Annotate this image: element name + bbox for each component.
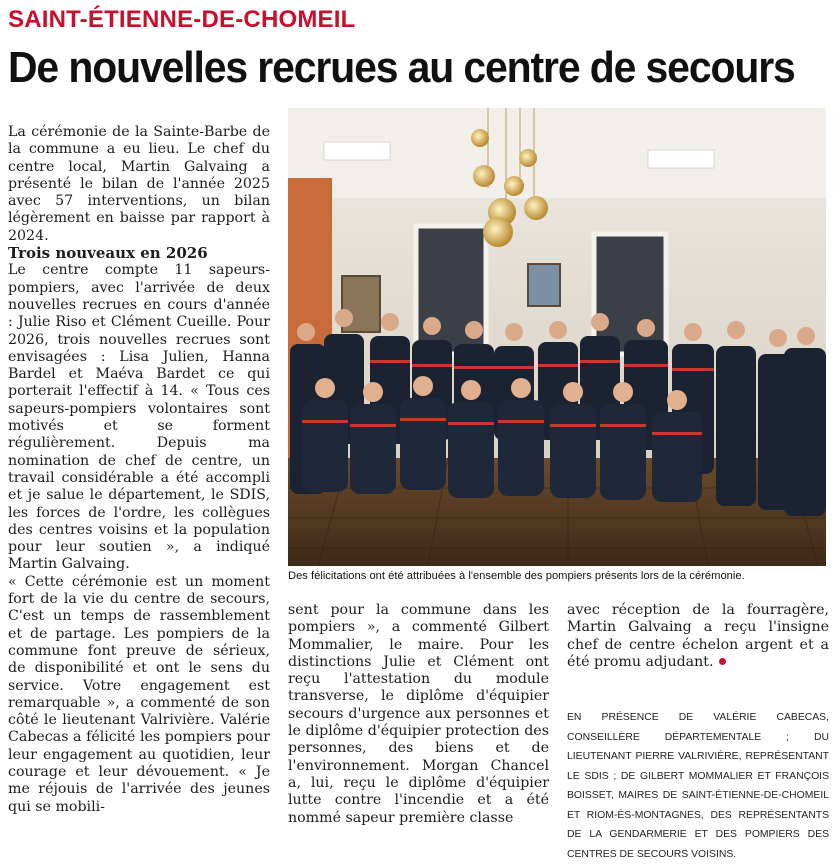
article-column-2	[288, 602, 549, 827]
article-intro: La cérémonie de la Sainte-Barbe de la commune a eu lieu. Le chef du centre local, Martin Galvaing a présenté le bilan de l'année 2025 avec 57 interventions, un bilan légèrement en baisse par rapport à 2024.	[8, 124, 270, 244]
article-column-1	[8, 124, 270, 816]
photo-caption: Des félicitations ont été attribuées à l'ensemble des pompiers présents lors de la cérémonie.	[288, 570, 745, 582]
end-mark-icon	[719, 658, 726, 665]
group-photo	[288, 108, 826, 566]
article-body-paragraph: sent pour la commune dans les pompiers », a commenté Gilbert Mommalier, le maire. Pour les distinctions Julie et Clément ont reçu l'attestation du module transverse, le diplôme d'équipier secours d'urgence aux personnes et le diplôme d'équipier protection des personnes, des biens et de l'environnement. Morgan Chancel a, lui, reçu le diplôme d'équipier lutte contre l'incendie et a été nommé sapeur première classe	[288, 602, 549, 826]
article-column-3	[567, 602, 829, 671]
article-body-paragraph: « Cette cérémonie est un moment fort de la vie du centre de secours, C'est un temps de rassemblement et de partage. Les pompiers de la commune font preuve de sérieux, de disponibilité et ont le sens du service. Votre engagement est remarquable », a commenté de son côté le lieutenant Valrivière. Valérie Cabecas a félicité les pompiers pour leur engagement au quotidien, leur courage et leur dévouement. « Je me réjouis de l'arrivée des jeunes qui se mobili-	[8, 573, 270, 815]
article-subhead: Trois nouveaux en 2026	[8, 244, 208, 263]
article-body-paragraph	[567, 602, 829, 671]
article-credits: EN PRÉSENCE DE VALÉRIE CABECAS, CONSEILLÈRE DÉPARTEMENTALE ; DU LIEUTENANT PIERRE VALRIVIÈRE, REPRÉSENTANT LE SDIS ; DE GILBERT MOMMALIER ET FRANÇOIS BOISSET, MAIRES DE SAINT-ÉTIENNE-DE-CHOMEIL ET RIOM-ÈS-MONTAGNES, DES REPRÉSENTANTS DE LA GENDARMERIE ET DES POMPIERS DES CENTRES DE SECOURS VOISINS.	[567, 712, 829, 860]
article-ending: avec réception de la fourragère, Martin Galvaing a reçu l'insigne chef de centre échelon argent et a été promu adjudant.	[567, 602, 829, 670]
article-kicker: SAINT-ÉTIENNE-DE-CHOMEIL	[8, 6, 356, 33]
article-body-paragraph: Le centre compte 11 sapeurs-pompiers, avec l'arrivée de deux nouvelles recrues en cours d'année : Julie Riso et Clément Cueille. Pour 2026, trois nouvelles recrues sont envisagées : Lisa Julien, Hanna Bardel et Maéva Bardet ce qui porterait l'effectif à 14. « Tous ces sapeurs-pompiers volontaires sont motivés et se forment régulièrement. Depuis ma nomination de chef de centre, un travail considérable a été accompli et je salue le département, le SDIS, les forces de l'ordre, les collègues des centres voisins et la population pour leur soutien », a indiqué Martin Galvaing.	[8, 262, 270, 573]
article-headline: De nouvelles recrues au centre de secours	[8, 43, 795, 92]
